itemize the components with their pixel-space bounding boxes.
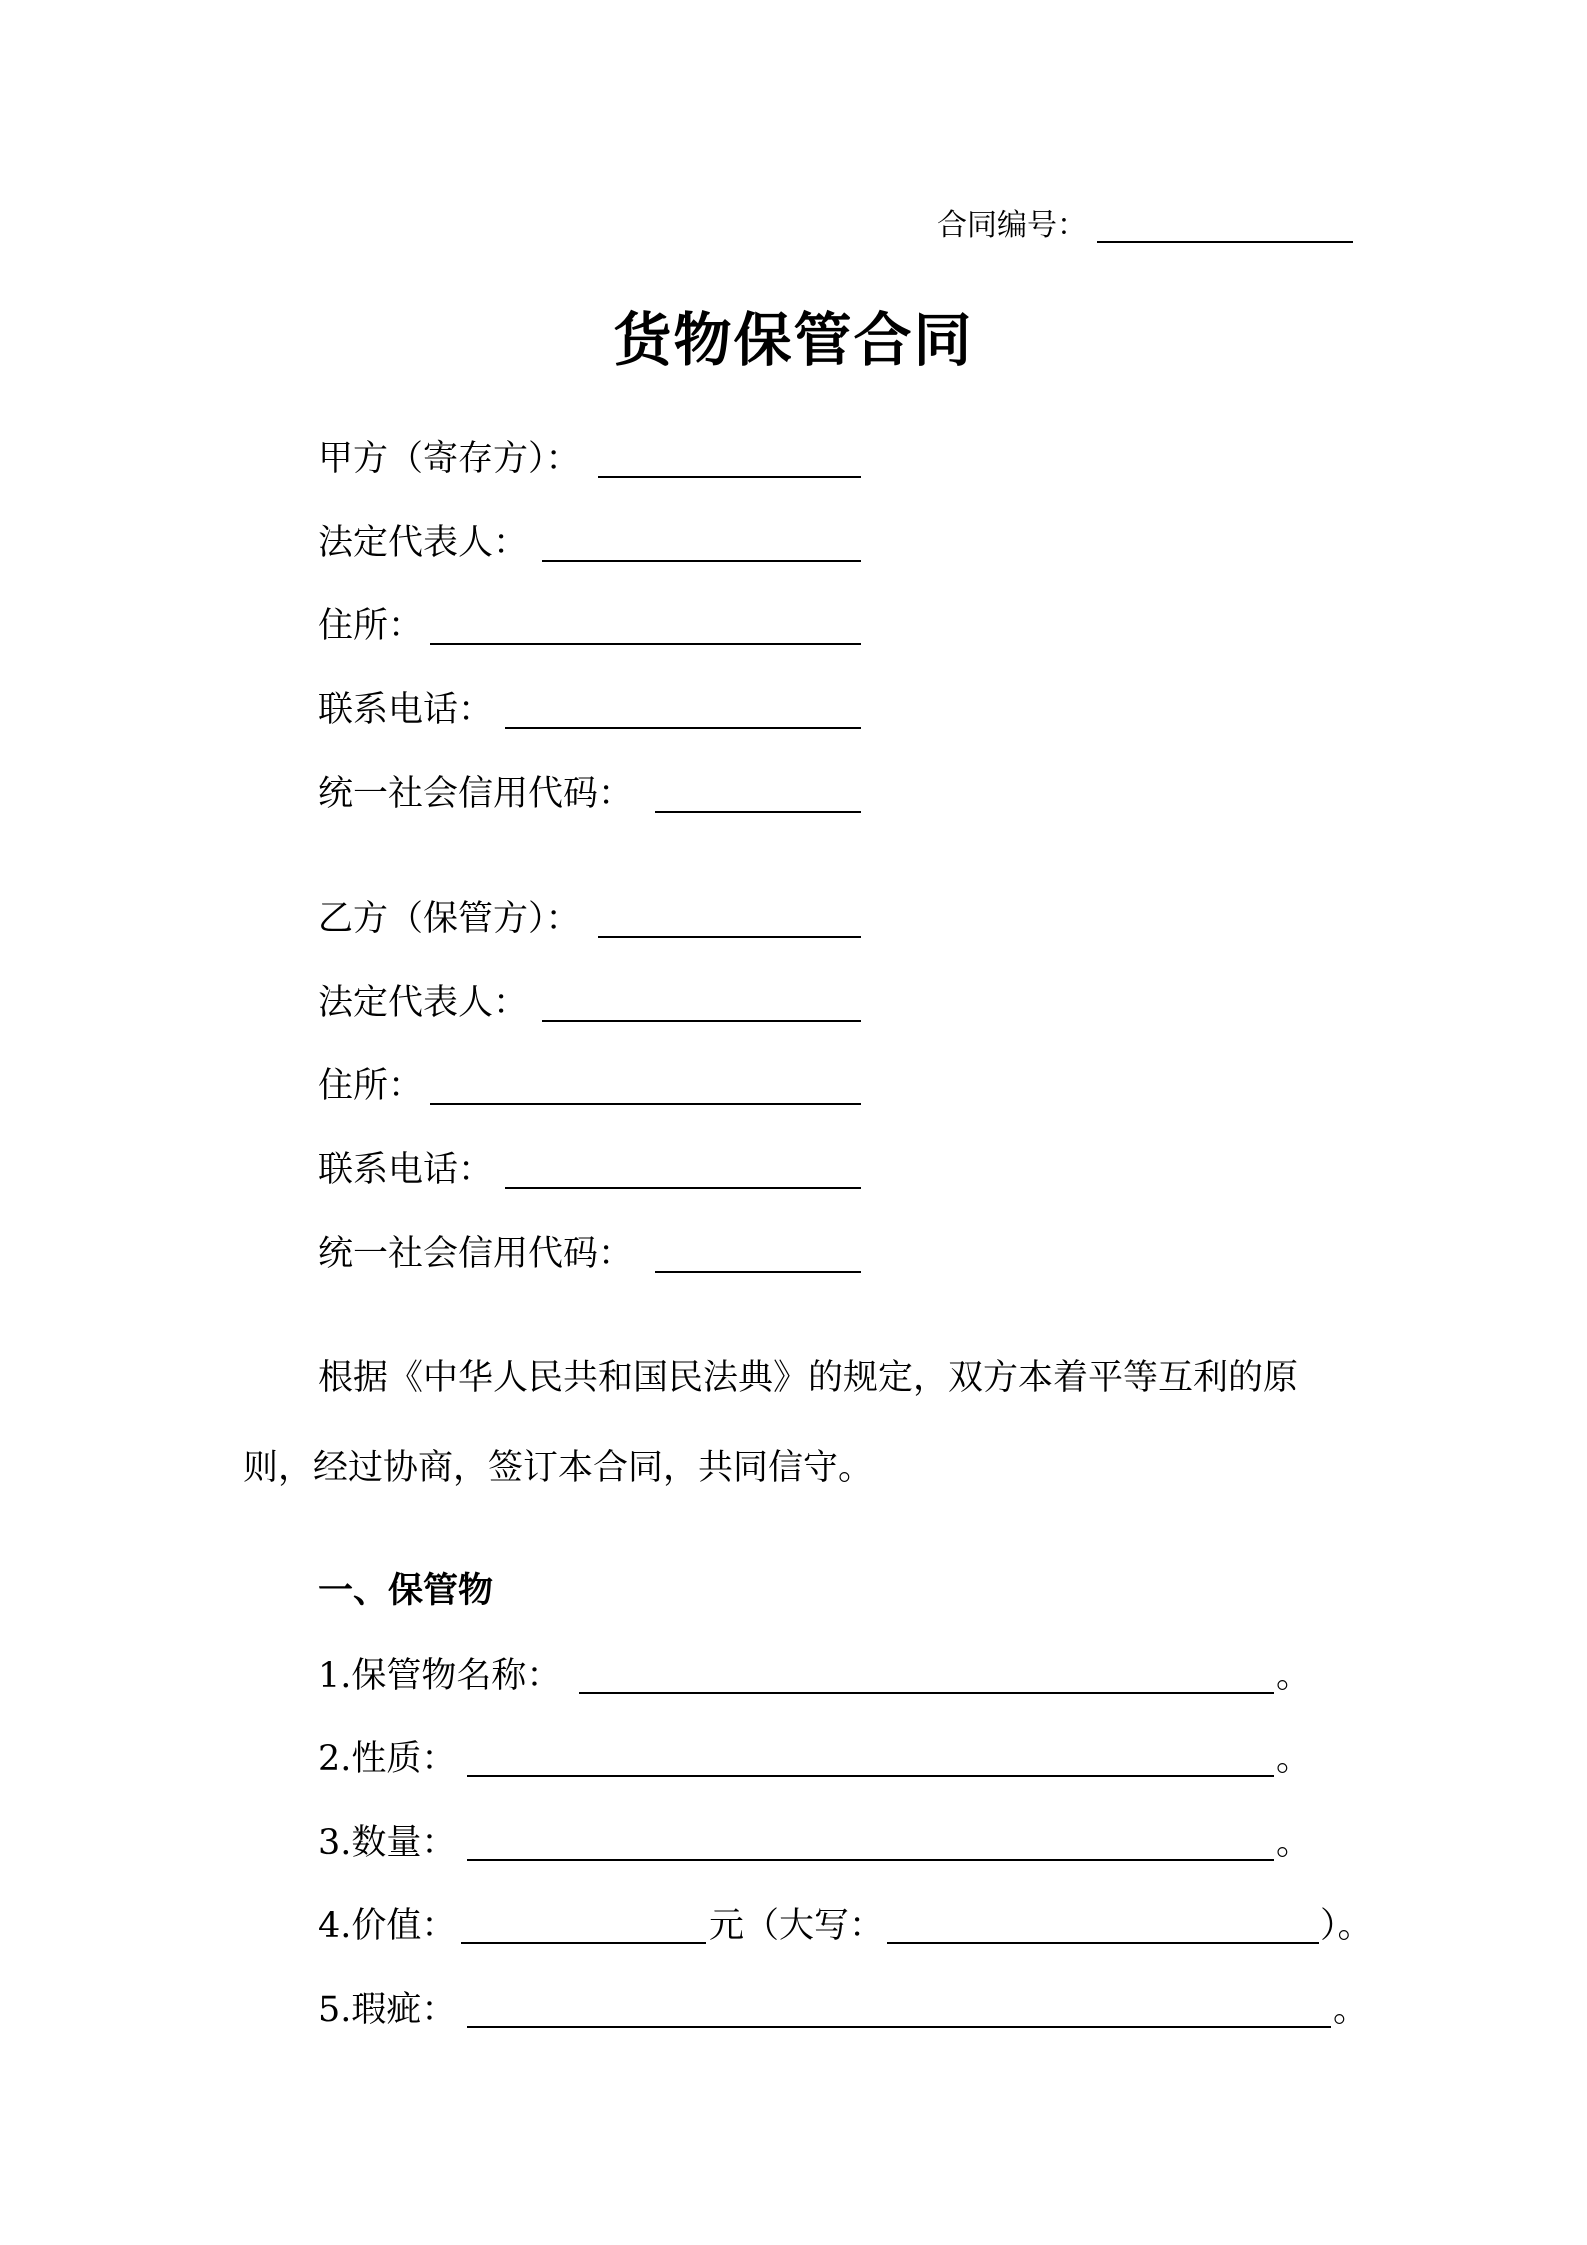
- item-1-label: 1.保管物名称：: [318, 1656, 562, 1696]
- item-1-suffix: 。: [1276, 1656, 1312, 1696]
- party-b-phone-label: 联系电话：: [318, 1150, 494, 1190]
- party-a-phone-field[interactable]: [505, 727, 861, 729]
- item-4-mid-text: 元（大写：: [709, 1906, 885, 1946]
- party-a-phone-label: 联系电话：: [318, 690, 494, 730]
- party-a-address-field[interactable]: [430, 643, 861, 645]
- party-a-rep-label: 法定代表人：: [318, 523, 529, 563]
- item-4-suffix: ）。: [1320, 1906, 1373, 1946]
- item-4-capital-field[interactable]: [887, 1942, 1319, 1944]
- item-1-field[interactable]: [579, 1692, 1274, 1694]
- item-2-suffix: 。: [1276, 1739, 1312, 1779]
- item-2-field[interactable]: [467, 1775, 1274, 1777]
- party-b-name-field[interactable]: [598, 936, 861, 938]
- party-b-credit-code-label: 统一社会信用代码：: [318, 1234, 634, 1274]
- item-3-field[interactable]: [467, 1859, 1274, 1861]
- party-a-name-label: 甲方（寄存方）：: [318, 439, 581, 479]
- intro-paragraph-line-1: 根据《中华人民共和国民法典》的规定，双方本着平等互利的原: [318, 1358, 1299, 1398]
- party-b-address-field[interactable]: [430, 1103, 861, 1105]
- item-4-label: 4.价值：: [318, 1906, 457, 1946]
- document-title: 货物保管合同: [613, 306, 974, 374]
- item-2-label: 2.性质：: [318, 1739, 457, 1779]
- party-a-rep-field[interactable]: [542, 560, 861, 562]
- section-1-heading: 一、保管物: [318, 1570, 494, 1611]
- party-a-address-label: 住所：: [318, 606, 424, 646]
- party-b-rep-field[interactable]: [542, 1020, 861, 1022]
- party-b-credit-code-field[interactable]: [655, 1271, 861, 1273]
- party-b-phone-field[interactable]: [505, 1187, 861, 1189]
- party-a-credit-code-label: 统一社会信用代码：: [318, 774, 634, 814]
- contract-number-label: 合同编号：: [937, 208, 1087, 243]
- party-b-rep-label: 法定代表人：: [318, 983, 529, 1023]
- item-5-suffix: 。: [1333, 1990, 1369, 2030]
- contract-number-field[interactable]: [1097, 241, 1353, 243]
- party-a-name-field[interactable]: [598, 476, 861, 478]
- item-3-label: 3.数量：: [318, 1823, 457, 1863]
- intro-paragraph-line-2: 则，经过协商，签订本合同，共同信守。: [243, 1448, 874, 1488]
- party-a-credit-code-field[interactable]: [655, 811, 861, 813]
- party-b-name-label: 乙方（保管方）：: [318, 899, 581, 939]
- item-3-suffix: 。: [1276, 1823, 1312, 1863]
- item-5-label: 5.瑕疵：: [318, 1990, 457, 2030]
- item-4-value-field[interactable]: [461, 1942, 706, 1944]
- item-5-field[interactable]: [467, 2026, 1331, 2028]
- party-b-address-label: 住所：: [318, 1066, 424, 1106]
